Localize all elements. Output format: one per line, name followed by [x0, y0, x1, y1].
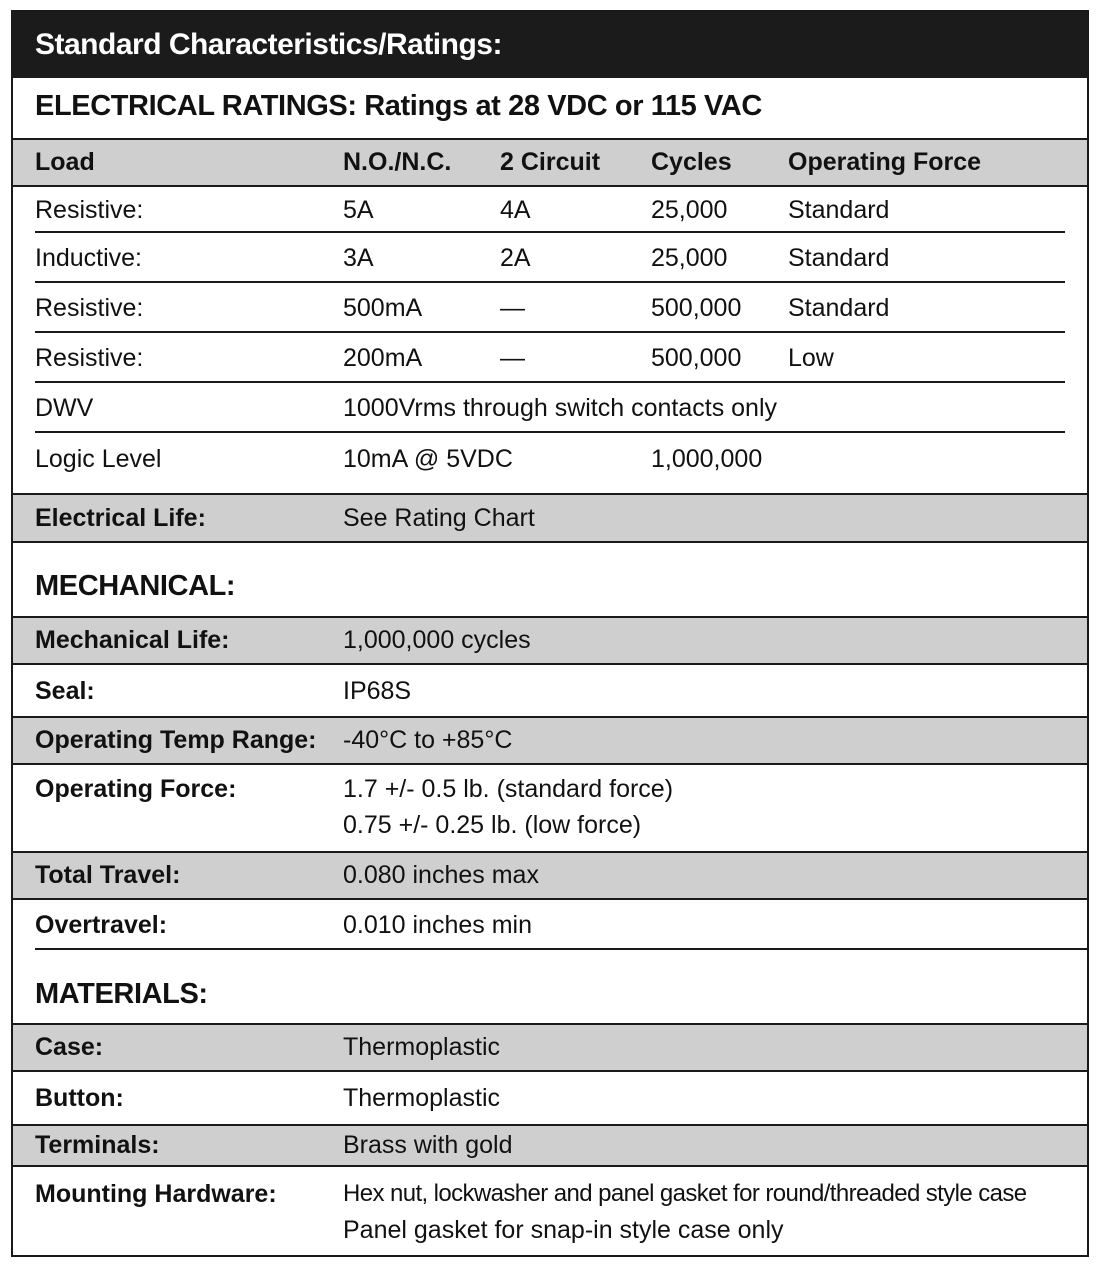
operating-force-row	[13, 765, 1087, 851]
total-travel-value: 0.080 inches max	[343, 861, 539, 889]
terminals-row	[13, 1124, 1087, 1167]
operating-temp-label: Operating Temp Range:	[35, 726, 317, 754]
mechanical-life-value: 1,000,000 cycles	[343, 626, 531, 654]
overtravel-label: Overtravel:	[35, 911, 168, 939]
row-load: Resistive:	[35, 344, 144, 372]
row-no-nc: 3A	[343, 244, 374, 272]
dwv-label: DWV	[35, 394, 94, 422]
dwv-value: 1000Vrms through switch contacts only	[343, 394, 778, 422]
row-cycles: 25,000	[651, 244, 728, 272]
logic-level-cycles: 1,000,000	[651, 445, 763, 473]
row-cycles: 500,000	[651, 344, 742, 372]
terminals-value: Brass with gold	[343, 1131, 513, 1159]
case-label: Case:	[35, 1033, 104, 1061]
mounting-hardware-label: Mounting Hardware:	[35, 1180, 277, 1208]
mechanical-life-label: Mechanical Life:	[35, 626, 230, 654]
electrical-life-value: See Rating Chart	[343, 504, 535, 532]
electrical-heading: ELECTRICAL RATINGS: Ratings at 28 VDC or 115 VAC	[35, 90, 762, 122]
header-2-circuit: 2 Circuit	[500, 148, 601, 176]
row-cycles: 25,000	[651, 196, 728, 224]
seal-label: Seal:	[35, 677, 95, 705]
electrical-header-row	[13, 138, 1087, 187]
table-row	[13, 233, 1087, 281]
row-2-circuit: 4A	[500, 196, 531, 224]
mechanical-heading: MECHANICAL:	[35, 570, 236, 602]
mounting-hardware-snap-in: Panel gasket for snap-in style case only	[343, 1216, 784, 1244]
materials-heading: MATERIALS:	[35, 978, 208, 1010]
header-load: Load	[35, 148, 95, 176]
button-label: Button:	[35, 1084, 124, 1112]
row-2-circuit: —	[500, 294, 525, 322]
seal-value: IP68S	[343, 677, 412, 705]
electrical-life-row	[13, 493, 1087, 543]
row-load: Inductive:	[35, 244, 143, 272]
button-row	[13, 1072, 1087, 1124]
total-travel-row	[13, 851, 1087, 900]
ratings-table	[11, 10, 1089, 1257]
table-row	[13, 333, 1087, 381]
electrical-life-label: Electrical Life:	[35, 504, 206, 532]
overtravel-value: 0.010 inches min	[343, 911, 533, 939]
section-divider	[35, 948, 1087, 950]
button-value: Thermoplastic	[343, 1084, 500, 1112]
overtravel-row	[13, 900, 1087, 948]
table-title: Standard Characteristics/Ratings:	[13, 12, 1087, 78]
operating-temp-value: -40°C to +85°C	[343, 726, 513, 754]
total-travel-label: Total Travel:	[35, 861, 181, 889]
header-no-nc: N.O./N.C.	[343, 148, 452, 176]
logic-level-current: 10mA @ 5VDC	[343, 445, 513, 473]
row-operating-force: Standard	[788, 196, 890, 224]
operating-force-label: Operating Force:	[35, 775, 237, 803]
logic-level-label: Logic Level	[35, 445, 162, 473]
header-operating-force: Operating Force	[788, 148, 982, 176]
row-operating-force: Standard	[788, 244, 890, 272]
table-row	[13, 283, 1087, 331]
operating-temp-row	[13, 716, 1087, 765]
operating-force-standard: 1.7 +/- 0.5 lb. (standard force)	[343, 775, 674, 803]
row-load: Resistive:	[35, 294, 144, 322]
mechanical-life-row	[13, 616, 1087, 665]
row-operating-force: Standard	[788, 294, 890, 322]
row-load: Resistive:	[35, 196, 144, 224]
row-no-nc: 5A	[343, 196, 374, 224]
table-row	[13, 187, 1087, 231]
row-2-circuit: —	[500, 344, 525, 372]
seal-row	[13, 665, 1087, 716]
operating-force-low: 0.75 +/- 0.25 lb. (low force)	[343, 811, 642, 839]
dwv-row	[13, 383, 1087, 431]
header-cycles: Cycles	[651, 148, 732, 176]
row-no-nc: 200mA	[343, 344, 423, 372]
logic-level-row	[13, 433, 1087, 485]
terminals-label: Terminals:	[35, 1131, 160, 1159]
row-cycles: 500,000	[651, 294, 742, 322]
mounting-hardware-round: Hex nut, lockwasher and panel gasket for round/threaded style case	[343, 1180, 1027, 1207]
row-no-nc: 500mA	[343, 294, 423, 322]
row-operating-force: Low	[788, 344, 834, 372]
case-row	[13, 1023, 1087, 1072]
mounting-hardware-row	[13, 1167, 1087, 1257]
row-2-circuit: 2A	[500, 244, 531, 272]
case-value: Thermoplastic	[343, 1033, 500, 1061]
